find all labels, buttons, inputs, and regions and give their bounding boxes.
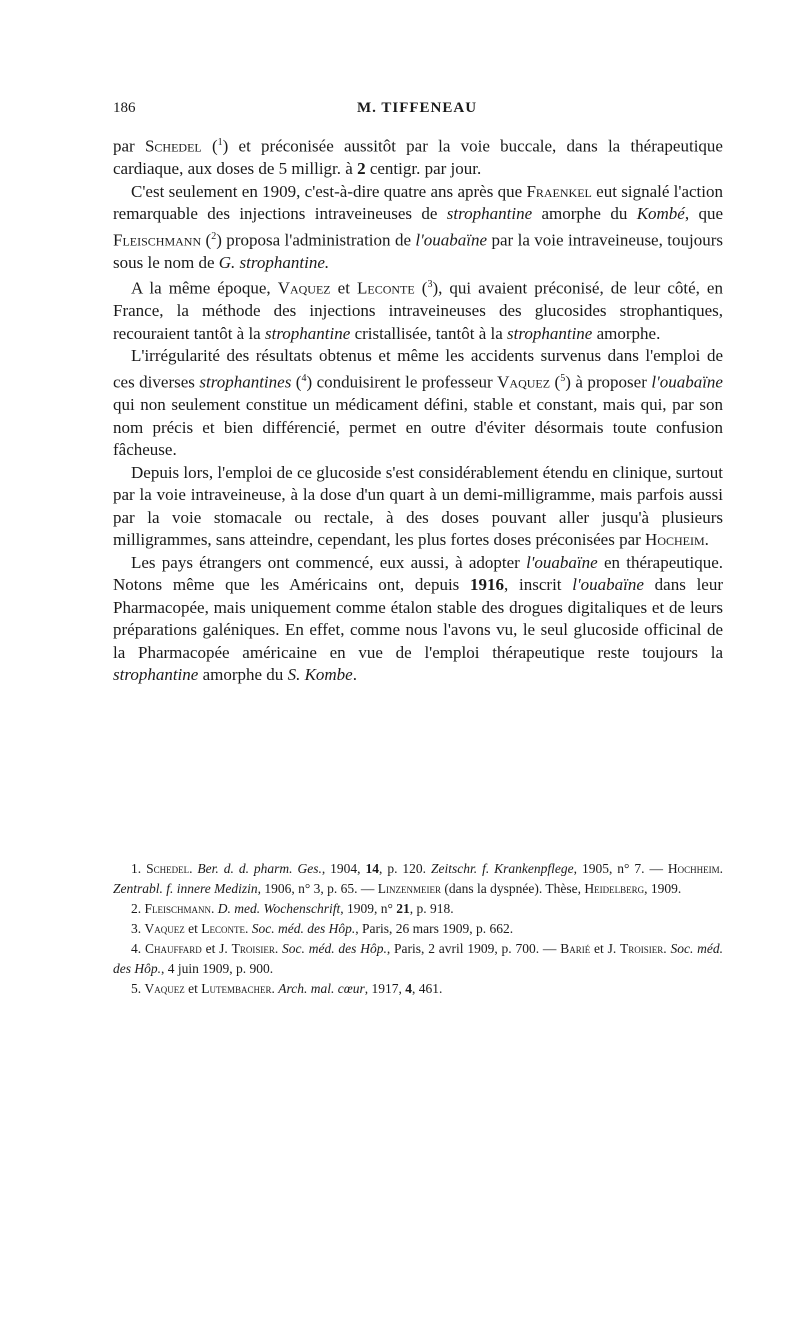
- author-name: Vaquez: [144, 921, 185, 936]
- text-run: .: [189, 861, 198, 876]
- text-run: amorphe du: [532, 204, 637, 224]
- author-name: Schedel: [146, 861, 190, 876]
- text-run: cristallisée, tantôt à la: [350, 323, 508, 343]
- text-run: ) conduisirent le professeur: [306, 372, 498, 392]
- text-run: 21: [396, 901, 410, 916]
- text-run: .: [719, 861, 724, 876]
- author-name: Lutembacher: [201, 981, 272, 996]
- text-run: strophantine: [446, 204, 533, 224]
- text-run: 1916: [470, 575, 505, 595]
- text-run: 4.: [131, 941, 145, 956]
- text-run: , p. 918.: [409, 901, 454, 916]
- page-header: [113, 100, 721, 122]
- footnotes: [113, 859, 723, 999]
- text-run: .: [663, 941, 671, 956]
- text-run: ) à proposer: [565, 372, 652, 392]
- text-run: strophantines: [199, 372, 292, 392]
- footnote: [113, 859, 723, 899]
- text-run: ) proposa l'administration de: [216, 230, 416, 250]
- text-run: Zentrabl. f. innere Medizin: [113, 881, 258, 896]
- text-run: (: [201, 136, 218, 156]
- author-name: Hochheim: [667, 861, 720, 876]
- text-run: l'ouabaïne: [572, 575, 644, 595]
- text-run: et: [330, 278, 357, 298]
- author-name: Fleischmann: [144, 901, 212, 916]
- text-run: par la voie intraveineuse, toujours sous le nom de: [113, 230, 723, 272]
- text-run: , 1909.: [644, 881, 682, 896]
- text-run: .: [245, 921, 252, 936]
- footnote-ref: 2: [211, 230, 217, 242]
- text-run: 2.: [131, 901, 145, 916]
- text-run: Depuis lors, l'emploi de ce glucoside s'est considérablement étendu en clinique, surtout par la voie intraveineuse, à la dose d'un quart à un demi-milligramme, mais parfois aussi par la voie stomacale ou rectale, à des doses pouvant aller jusqu'à plusieurs milligrammes, sans atteindre, cependant, les plus fortes doses préconisées par: [113, 462, 724, 550]
- text-run: 3.: [131, 921, 145, 936]
- author-name: Vaquez: [497, 372, 551, 392]
- text-run: , 1906, n° 3, p. 65. —: [257, 881, 378, 896]
- text-run: , p. 120.: [379, 861, 431, 876]
- author-name: Vaquez: [277, 278, 331, 298]
- text-run: et: [184, 921, 202, 936]
- text-run: D. med. Wochenschrift: [217, 901, 341, 916]
- text-run: Ber. d. d. pharm. Ges.: [197, 861, 322, 876]
- text-run: en thérapeutique. Notons même que les Américains ont, depuis: [113, 552, 724, 595]
- text-run: Kombé: [636, 204, 685, 224]
- text-run: , inscrit: [504, 575, 573, 595]
- text-run: .: [211, 901, 218, 916]
- author-name: Leconte: [201, 921, 245, 936]
- author-name: Schedel: [144, 136, 202, 156]
- author-name: Chauffard: [144, 941, 202, 956]
- text-run: , 1917,: [364, 981, 406, 996]
- text-run: 1.: [131, 861, 147, 876]
- footnote: [113, 979, 723, 999]
- footnote: [113, 899, 723, 919]
- text-run: strophantine: [113, 665, 199, 685]
- text-run: .: [704, 530, 709, 550]
- text-run: dans leur Pharmacopée, mais uniquement comme étalon stable des drogues digitaliques et de leurs préparations galéniques. En effet, comme nous l'avons vu, le seul glucoside officinal de la Pharmacopée américaine en vue de l'emploi thérapeutique reste toujours la: [113, 575, 723, 662]
- text-run: et J.: [201, 941, 232, 956]
- text-run: , que: [684, 204, 724, 224]
- author-name: Heidelberg: [584, 881, 645, 896]
- text-run: Zeitschr. f. Krankenpflege: [430, 861, 574, 876]
- author-name: Leconte: [357, 278, 415, 298]
- footnote-ref: 1: [217, 137, 223, 148]
- paragraph: [113, 274, 723, 345]
- footnote-ref: 5: [560, 372, 566, 384]
- text-run: 5.: [131, 981, 145, 996]
- text-run: G. strophantine.: [218, 252, 330, 272]
- author-name: Troisier: [620, 941, 664, 956]
- text-run: (: [550, 372, 561, 392]
- paragraph: [113, 552, 723, 687]
- paragraph: [113, 462, 723, 552]
- author-name: Vaquez: [144, 981, 185, 996]
- author-name: Fraenkel: [526, 181, 592, 201]
- text-run: eut signalé l'action remarquable des injections intraveineuses de: [113, 181, 723, 224]
- text-run: (: [201, 230, 212, 250]
- text-run: strophantine: [264, 323, 351, 343]
- text-run: ) et préconisée aussitôt par la voie buccale, dans la thérapeutique cardiaque, aux doses de 5 milligr. à: [113, 136, 723, 179]
- footnote-ref: 4: [301, 372, 307, 384]
- paragraph: [113, 132, 723, 181]
- text-run: Les pays étrangers ont commencé, eux aussi, à adopter: [131, 552, 527, 572]
- text-run: , 1904,: [321, 861, 366, 876]
- text-run: l'ouabaïne: [526, 552, 598, 572]
- footnote: [113, 919, 723, 939]
- body-text: [113, 132, 723, 687]
- text-run: strophantine: [507, 323, 593, 343]
- text-run: .: [352, 665, 357, 685]
- text-run: .: [274, 941, 283, 956]
- text-run: Arch. mal. cœur: [278, 981, 365, 996]
- author-name: Barié: [560, 941, 591, 956]
- text-run: Soc. méd. des Hôp.: [251, 921, 356, 936]
- author-name: Fleischmann: [113, 230, 202, 250]
- text-run: 4: [405, 981, 412, 996]
- text-run: (: [414, 278, 428, 298]
- author-name: Troisier: [231, 941, 275, 956]
- text-run: , 1905, n° 7. —: [573, 861, 668, 876]
- text-run: L'irrégularité des résultats obtenus et même les accidents survenus dans l'emploi de ces diverses: [113, 346, 723, 392]
- running-title: M. TIFFENEAU: [356, 100, 478, 116]
- text-run: 2: [357, 159, 366, 179]
- text-run: 14: [365, 861, 379, 876]
- text-run: , 4 juin 1909, p. 900.: [161, 961, 274, 976]
- text-run: .: [271, 981, 279, 996]
- text-run: (dans la dyspnée). Thèse,: [441, 881, 585, 896]
- text-run: ), qui avaient préconisé, de leur côté, en France, la méthode des injections intraveineuses des glucosides strophantiques, recouraient tantôt à la: [113, 278, 723, 343]
- text-run: A la même époque,: [131, 278, 278, 298]
- text-run: , 1909, n°: [340, 901, 397, 916]
- text-run: amorphe du: [198, 665, 288, 685]
- text-run: , Paris, 2 avril 1909, p. 700. —: [386, 941, 561, 956]
- text-run: Soc. méd. des Hôp.: [282, 941, 387, 956]
- text-run: Soc. méd. des Hôp.: [113, 941, 724, 976]
- text-run: par: [113, 136, 145, 156]
- text-run: S. Kombe: [287, 665, 353, 685]
- text-run: et J.: [590, 941, 621, 956]
- footnote-ref: 3: [427, 279, 433, 291]
- text-run: l'ouabaïne: [415, 230, 488, 250]
- text-run: et: [184, 981, 202, 996]
- author-name: Linzenmeier: [377, 881, 442, 896]
- text-run: (: [291, 372, 302, 392]
- text-run: l'ouabaïne: [651, 372, 723, 392]
- text-run: , 461.: [412, 981, 443, 996]
- text-run: amorphe.: [592, 323, 661, 343]
- text-run: centigr. par jour.: [365, 159, 482, 179]
- text-run: qui non seulement constitue un médicament défini, stable et constant, mais qui, par son nom précis et bien différencié, permet en outre d'éviter désormais toute confusion fâcheuse.: [113, 395, 723, 460]
- author-name: Hocheim: [645, 530, 705, 550]
- paragraph: [113, 345, 723, 461]
- footnote: [113, 939, 723, 979]
- text-run: , Paris, 26 mars 1909, p. 662.: [355, 921, 514, 936]
- text-run: C'est seulement en 1909, c'est-à-dire quatre ans après que: [131, 181, 527, 201]
- page-number: 186: [113, 100, 136, 116]
- paragraph: [113, 181, 723, 275]
